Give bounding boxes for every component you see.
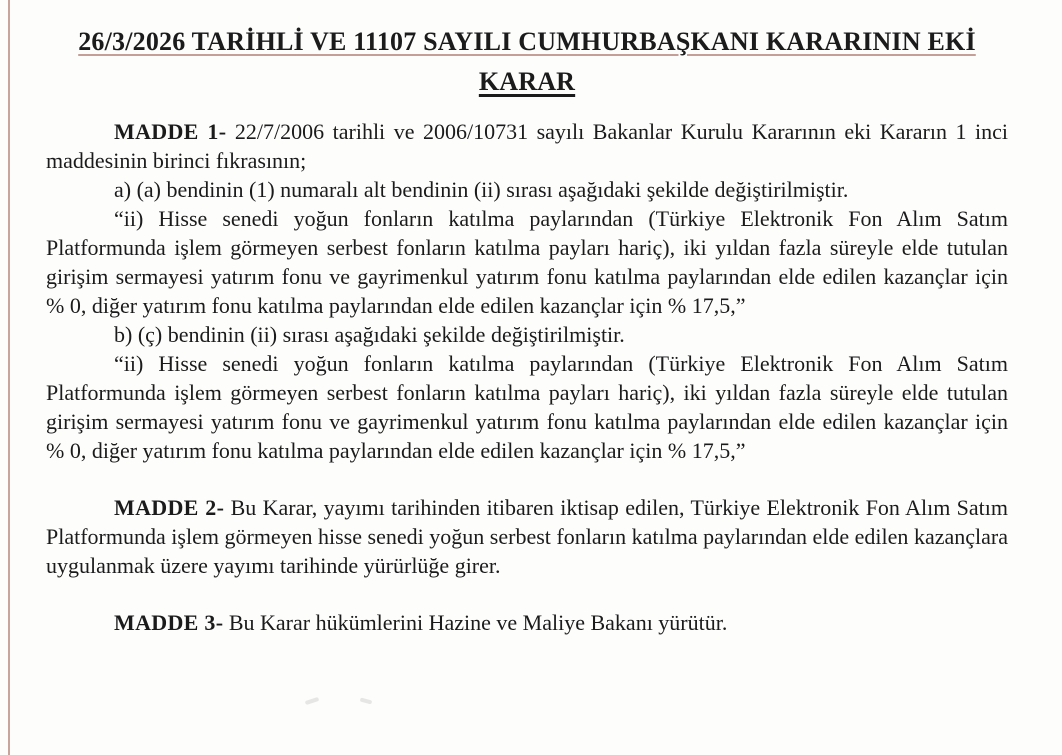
paragraph-text: a) (a) bendinin (1) numaralı alt bendinin (ii) sırası aşağıdaki şekilde değiştirilmiştir.: [114, 177, 849, 202]
paragraph-madde-3: [46, 608, 1008, 637]
document-title: [46, 22, 1008, 102]
paragraph-amended-ii-2: [46, 349, 1008, 465]
paragraph-text: “ii) Hisse senedi yoğun fonların katılma paylarından (Türkiye Elektronik Fon Alım Satım Platformunda işlem görmeyen serbest fonların katılma payları hariç), iki yıldan fazla süreyle elde tutulan girişim sermayesi yatırım fonu ve gayrimenkul yatırım fonu katılma paylarından elde edilen kazançlar için % 0, diğer yatırım fonu katılma paylarından elde edilen kazançlar için % 17,5,”: [46, 206, 1008, 318]
paragraph-text: b) (ç) bendinin (ii) sırası aşağıdaki şekilde değiştirilmiştir.: [114, 322, 625, 347]
paragraph-clause-a: [46, 175, 1008, 204]
madde-3-label: MADDE 3-: [114, 610, 224, 635]
scan-smudge: [305, 697, 320, 705]
paragraph-text: Bu Karar hükümlerini Hazine ve Maliye Bakanı yürütür.: [223, 610, 728, 635]
paragraph-text: 22/7/2006 tarihli ve 2006/10731 sayılı Bakanlar Kurulu Kararının eki Kararın 1 inci maddesinin birinci fıkrasının;: [46, 119, 1008, 173]
paragraph-clause-b: [46, 320, 1008, 349]
document-page: [46, 22, 1008, 637]
madde-2-label: MADDE 2-: [114, 495, 225, 520]
paragraph-madde-2: [46, 493, 1008, 580]
paragraph-text: “ii) Hisse senedi yoğun fonların katılma paylarından (Türkiye Elektronik Fon Alım Satım Platformunda işlem görmeyen serbest fonların katılma payları hariç), iki yıldan fazla süreyle elde tutulan girişim sermayesi yatırım fonu ve gayrimenkul yatırım fonu katılma paylarından elde edilen kazançlar için % 0, diğer yatırım fonu katılma paylarından elde edilen kazançlar için % 17,5,”: [46, 351, 1008, 463]
paragraph-text: Bu Karar, yayımı tarihinden itibaren iktisap edilen, Türkiye Elektronik Fon Alım Satım Platformunda işlem görmeyen hisse senedi yoğun serbest fonların katılma paylarından elde edilen kazançlara uygulanmak üzere yayımı tarihinde yürürlüğe girer.: [46, 495, 1009, 578]
paragraph-amended-ii-1: [46, 204, 1008, 320]
scan-smudge: [360, 698, 373, 705]
scan-edge-line: [8, 0, 10, 755]
title-line-2: KARAR: [478, 67, 576, 96]
paragraph-madde-1: [46, 117, 1008, 175]
madde-1-label: MADDE 1-: [114, 119, 227, 144]
title-line-1: 26/3/2026 TARİHLİ VE 11107 SAYILI CUMHURBAŞKANI KARARININ EKİ: [78, 27, 976, 56]
